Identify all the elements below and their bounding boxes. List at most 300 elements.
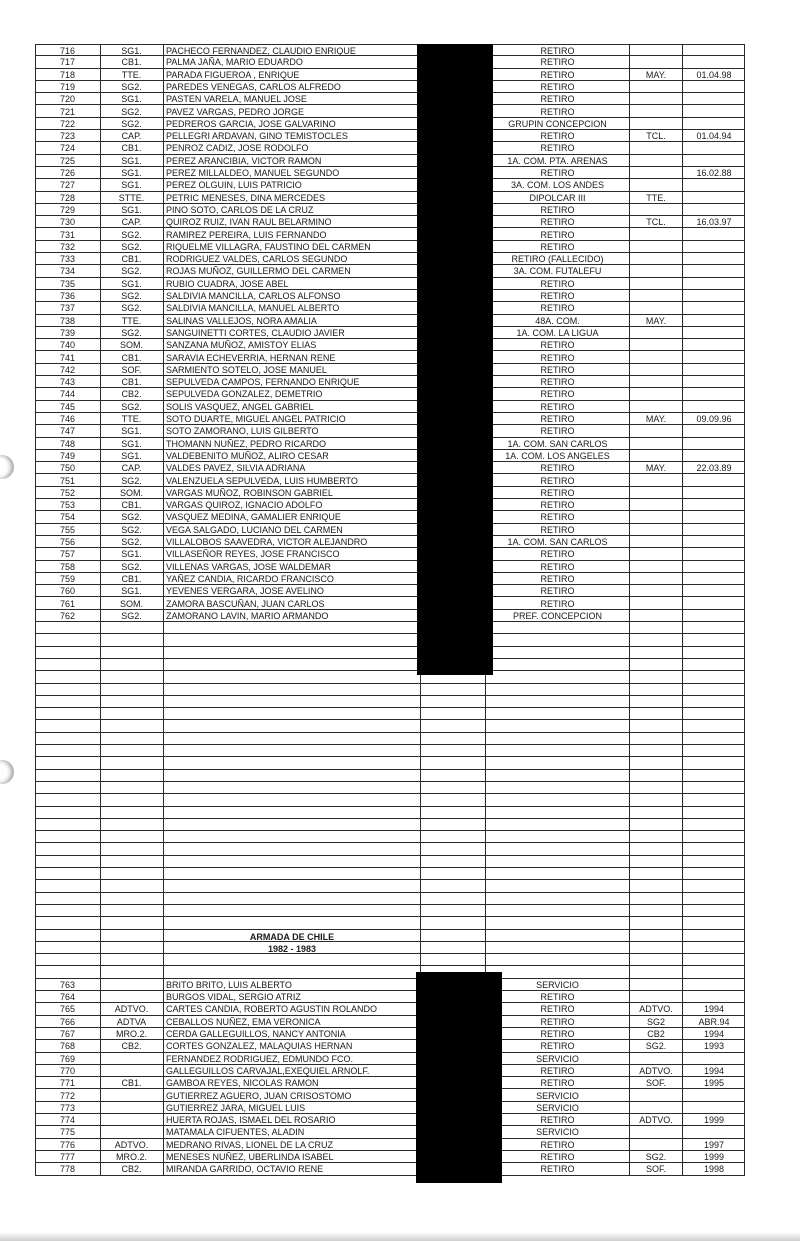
full-name-cell: RIQUELME VILLAGRA, FAUSTINO DEL CARMEN xyxy=(166,241,371,252)
entry-number-cell: 716 xyxy=(59,46,76,56)
entry-number-cell: 762 xyxy=(59,610,76,621)
table-row xyxy=(35,1163,745,1175)
entry-number-cell: 728 xyxy=(59,192,76,203)
rank-cell: CB1. xyxy=(121,573,142,584)
date-cell xyxy=(683,388,745,399)
rank-cell: SG2. xyxy=(121,106,142,117)
rank-cell: SOM. xyxy=(119,487,143,498)
rank-cell: SG1. xyxy=(121,450,142,461)
grade-cell xyxy=(630,167,682,178)
destination-cell: RETIRO xyxy=(540,217,575,228)
table-row xyxy=(35,265,745,277)
grade-cell: SG2. xyxy=(645,1041,667,1052)
table-row xyxy=(35,376,745,388)
full-name-cell: SARAVIA ECHEVERRIA, HERNAN RENE xyxy=(166,352,336,363)
table-row xyxy=(35,450,745,462)
full-name-cell: SARMIENTO SOTELO, JOSE MANUEL xyxy=(166,364,327,375)
rank-cell: SG1. xyxy=(121,94,142,105)
table-row xyxy=(35,659,745,671)
entry-number-cell: 721 xyxy=(59,106,76,117)
destination-cell: RETIRO xyxy=(540,1164,575,1175)
table-row xyxy=(35,425,745,437)
grade-cell xyxy=(630,1090,682,1101)
entry-number-cell: 757 xyxy=(59,549,76,560)
table-row xyxy=(35,844,745,856)
grade-cell xyxy=(630,155,682,166)
full-name-cell: YAÑEZ CANDIA, RICARDO FRANCISCO xyxy=(166,573,334,584)
full-name-cell: ZAMORA BASCUÑAN, JUAN CARLOS xyxy=(166,598,325,609)
destination-cell: RETIRO xyxy=(540,1078,575,1089)
entry-number-cell: 754 xyxy=(59,512,76,523)
rank-cell: SG2. xyxy=(121,512,142,523)
rank-cell: CB2. xyxy=(121,1041,142,1052)
entry-number-cell: 742 xyxy=(59,364,76,375)
table-row xyxy=(35,954,745,966)
destination-cell: RETIRO xyxy=(540,1016,575,1027)
date-cell xyxy=(683,573,745,584)
destination-cell: SERVICIO xyxy=(536,1127,579,1138)
table-row xyxy=(35,462,745,474)
table-row xyxy=(35,794,745,806)
rank-cell xyxy=(100,1114,163,1125)
full-name-cell: VALDES PAVEZ, SILVIA ADRIANA xyxy=(166,463,306,474)
table-row xyxy=(35,229,745,241)
table-row xyxy=(35,69,745,81)
redaction-bar xyxy=(416,972,502,1183)
full-name-cell: PINO SOTO, CARLOS DE LA CRUZ xyxy=(166,204,314,215)
table-row xyxy=(35,1139,745,1151)
rank-cell: SG1. xyxy=(121,438,142,449)
table-row xyxy=(35,696,745,708)
date-cell xyxy=(683,1090,745,1101)
date-cell xyxy=(683,979,745,990)
table-row xyxy=(35,536,745,548)
destination-cell: RETIRO xyxy=(540,598,575,609)
rank-cell: SG1. xyxy=(121,278,142,289)
full-name-cell: FERNANDEZ RODRIGUEZ, EDMUNDO FCO. xyxy=(166,1053,354,1064)
table-row xyxy=(35,622,745,634)
table-row xyxy=(35,142,745,154)
section-title: ARMADA DE CHILE xyxy=(249,931,335,942)
rank-cell: ADTVO. xyxy=(114,1004,149,1015)
rank-cell: STTE. xyxy=(118,192,145,203)
grade-cell: MAY. xyxy=(645,315,667,326)
table-row xyxy=(35,192,745,204)
full-name-cell: CERDA GALLEGUILLOS, NANCY ANTONIA xyxy=(166,1029,346,1039)
table-row xyxy=(35,401,745,413)
table-row xyxy=(35,118,745,130)
date-cell xyxy=(683,290,745,301)
table-row xyxy=(35,93,745,105)
entry-number-cell: 763 xyxy=(59,979,76,990)
entry-number-cell: 749 xyxy=(59,450,76,461)
full-name-cell: MENESES NUÑEZ, UBERLINDA ISABEL xyxy=(166,1152,334,1162)
date-cell xyxy=(683,265,745,276)
table-row xyxy=(35,721,745,733)
full-name-cell: ROJAS MUÑOZ, GUILLERMO DEL CARMEN xyxy=(166,266,351,277)
column-rule xyxy=(629,44,630,1176)
full-name-cell: RAMIREZ PEREIRA, LUIS FERNANDO xyxy=(166,229,327,240)
destination-cell: 3A. COM. FUTALEFU xyxy=(513,266,602,277)
full-name-cell: YEVENES VERGARA, JOSE AVELINO xyxy=(166,586,324,597)
grade-cell xyxy=(630,1126,682,1137)
entry-number-cell: 770 xyxy=(59,1065,76,1076)
rank-cell: SOF. xyxy=(121,364,142,375)
entry-number-cell: 739 xyxy=(59,327,76,338)
grade-cell: SOF. xyxy=(645,1164,666,1175)
table-row xyxy=(35,868,745,880)
grade-cell xyxy=(630,327,682,338)
grade-cell: ADTVO. xyxy=(639,1065,673,1076)
date-cell xyxy=(683,991,745,1002)
date-cell xyxy=(683,204,745,215)
table-row xyxy=(35,327,745,339)
destination-cell: RETIRO xyxy=(540,131,575,142)
full-name-cell: SANZANA MUÑOZ, AMISTOY ELIAS xyxy=(166,340,317,351)
grade-cell: MAY. xyxy=(645,69,667,80)
full-name-cell: SALDIVIA MANCILLA, CARLOS ALFONSO xyxy=(166,291,341,301)
grade-cell: MAY. xyxy=(645,463,667,474)
entry-number-cell: 722 xyxy=(59,118,76,129)
date-cell: 22.03.89 xyxy=(696,463,732,474)
date-cell: 01.04.98 xyxy=(696,69,732,80)
table-row xyxy=(35,856,745,868)
full-name-cell: GALLEGUILLOS CARVAJAL,EXEQUIEL ARNOLF. xyxy=(166,1065,370,1076)
table-row xyxy=(35,1126,745,1138)
entry-number-cell: 756 xyxy=(59,537,76,547)
destination-cell: RETIRO xyxy=(540,414,575,424)
table-row xyxy=(35,757,745,769)
full-name-cell: CORTES GONZALEZ, MALAQUIAS HERNAN xyxy=(166,1041,353,1052)
entry-number-cell: 773 xyxy=(59,1102,76,1113)
grade-cell xyxy=(630,573,682,584)
column-rule xyxy=(682,44,683,1176)
grade-cell: TCL. xyxy=(646,131,666,142)
rank-cell: SOM. xyxy=(119,340,143,351)
full-name-cell: PEREZ ARANCIBIA, VICTOR RAMON xyxy=(166,155,322,166)
destination-cell: 1A. COM. SAN CARLOS xyxy=(507,537,608,547)
full-name-cell: MATAMALA CIFUENTES, ALADIN xyxy=(166,1127,305,1138)
date-cell: 1997 xyxy=(703,1139,725,1150)
rank-cell: SG2. xyxy=(121,81,142,92)
rank-cell: CB1. xyxy=(121,352,142,363)
full-name-cell: BRITO BRITO, LUIS ALBERTO xyxy=(166,979,292,990)
destination-cell: RETIRO xyxy=(540,389,575,400)
table-row xyxy=(35,917,745,929)
grade-cell: SG2 xyxy=(646,1016,665,1027)
rank-cell: SG1. xyxy=(121,168,142,178)
grade-cell xyxy=(630,56,682,67)
grade-cell xyxy=(630,265,682,276)
date-cell xyxy=(683,179,745,190)
table-row xyxy=(35,684,745,696)
destination-cell: RETIRO xyxy=(540,500,575,511)
destination-cell: RETIRO xyxy=(540,106,575,117)
destination-cell: RETIRO xyxy=(540,1029,575,1039)
date-cell xyxy=(683,93,745,104)
full-name-cell: MIRANDA GARRIDO, OCTAVIO RENE xyxy=(166,1164,324,1175)
entry-number-cell: 746 xyxy=(59,414,76,424)
grade-cell xyxy=(630,352,682,363)
full-name-cell: VILLALOBOS SAAVEDRA, VICTOR ALEJANDRO xyxy=(166,537,368,547)
rank-cell: TTE. xyxy=(121,315,142,326)
full-name-cell: QUIROZ RUIZ, IVAN RAUL BELARMINO xyxy=(166,217,332,228)
rank-cell: SG1. xyxy=(121,586,142,597)
rank-cell xyxy=(100,1065,163,1076)
grade-cell xyxy=(630,438,682,449)
table-row xyxy=(35,770,745,782)
full-name-cell: CARTES CANDIA, ROBERTO AGUSTIN ROLANDO xyxy=(166,1004,378,1015)
rank-cell xyxy=(100,991,163,1002)
date-cell xyxy=(683,81,745,92)
rank-cell: SG2. xyxy=(121,561,142,572)
grade-cell xyxy=(630,536,682,547)
destination-cell: RETIRO xyxy=(540,81,575,92)
rank-cell: SG2. xyxy=(121,327,142,338)
destination-cell: SERVICIO xyxy=(536,1102,579,1113)
table-row xyxy=(35,1090,745,1102)
destination-cell: RETIRO xyxy=(540,549,575,560)
date-cell xyxy=(683,561,745,572)
rank-cell: SG2. xyxy=(121,475,142,486)
entry-number-cell: 758 xyxy=(59,561,76,572)
rank-cell: CAP. xyxy=(121,463,142,474)
entry-number-cell: 753 xyxy=(59,500,76,511)
rank-cell xyxy=(100,1053,163,1064)
destination-cell: PREF. CONCEPCION xyxy=(512,610,602,621)
rank-cell: SG2. xyxy=(121,291,142,301)
table-row xyxy=(35,487,745,499)
rank-cell: SOM. xyxy=(119,598,143,609)
full-name-cell: PAVEZ VARGAS, PEDRO JORGE xyxy=(166,106,305,117)
entry-number-cell: 750 xyxy=(59,463,76,474)
rank-cell: SG2. xyxy=(121,229,142,240)
grade-cell: TCL. xyxy=(646,217,666,228)
full-name-cell: GUTIERREZ AGUERO, JUAN CRISOSTOMO xyxy=(166,1090,352,1101)
grade-cell xyxy=(630,204,682,215)
table-row xyxy=(35,524,745,536)
grade-cell xyxy=(630,229,682,240)
date-cell xyxy=(683,302,745,313)
binder-hole-lower xyxy=(0,760,14,784)
grade-cell xyxy=(630,499,682,510)
grade-cell: ADTVO. xyxy=(639,1115,673,1126)
entry-number-cell: 729 xyxy=(59,204,76,215)
entry-number-cell: 778 xyxy=(59,1164,76,1175)
entry-number-cell: 725 xyxy=(59,155,76,166)
grade-cell xyxy=(630,339,682,350)
date-cell xyxy=(683,315,745,326)
grade-cell xyxy=(630,475,682,486)
rank-cell: CB1. xyxy=(121,57,142,68)
full-name-cell: SOLIS VASQUEZ, ANGEL GABRIEL xyxy=(166,401,314,412)
rank-cell xyxy=(100,1126,163,1137)
entry-number-cell: 755 xyxy=(59,524,76,535)
table-row xyxy=(35,413,745,425)
rank-cell: CB2. xyxy=(121,1164,142,1175)
column-rule xyxy=(744,44,745,1176)
destination-cell: RETIRO xyxy=(540,475,575,486)
table-row xyxy=(35,499,745,511)
grade-cell xyxy=(630,179,682,190)
full-name-cell: PEREZ OLGUIN, LUIS PATRICIO xyxy=(166,180,302,191)
destination-cell: RETIRO xyxy=(540,1065,575,1076)
rank-cell: MRO.2. xyxy=(115,1152,147,1162)
destination-cell: RETIRO xyxy=(540,561,575,572)
rank-cell: SG2. xyxy=(121,610,142,621)
date-cell xyxy=(683,278,745,289)
entry-number-cell: 777 xyxy=(59,1152,76,1162)
entry-number-cell: 734 xyxy=(59,266,76,277)
rank-cell: SG2. xyxy=(121,303,142,314)
date-cell xyxy=(683,118,745,129)
rank-cell xyxy=(100,1090,163,1101)
rank-cell: SG1. xyxy=(121,549,142,560)
grade-cell: SG2. xyxy=(645,1152,667,1162)
full-name-cell: SALINAS VALLEJOS, NORA AMALIA xyxy=(166,315,317,326)
rank-cell: CB1. xyxy=(121,377,142,388)
destination-cell: RETIRO xyxy=(540,57,575,68)
full-name-cell: BURGOS VIDAL, SERGIO ATRIZ xyxy=(166,992,301,1003)
destination-cell: RETIRO xyxy=(540,512,575,523)
table-row xyxy=(35,475,745,487)
rank-cell: SG2. xyxy=(121,266,142,277)
full-name-cell: VASQUEZ MEDINA, GAMALIER ENRIQUE xyxy=(166,512,341,523)
scan-edge-shadow xyxy=(0,1232,800,1241)
rank-cell xyxy=(100,979,163,990)
full-name-cell: VALDEBENITO MUÑOZ, ALIRO CESAR xyxy=(166,450,329,461)
entry-number-cell: 719 xyxy=(59,81,76,92)
table-row xyxy=(35,241,745,253)
destination-cell: 3A. COM. LOS ANDES xyxy=(510,180,605,191)
destination-cell: RETIRO xyxy=(540,487,575,498)
entry-number-cell: 748 xyxy=(59,438,76,449)
entry-number-cell: 733 xyxy=(59,254,76,265)
table-row xyxy=(35,598,745,610)
grade-cell xyxy=(630,487,682,498)
table-row xyxy=(35,438,745,450)
grade-cell xyxy=(630,376,682,387)
entry-number-cell: 731 xyxy=(59,229,76,240)
full-name-cell: PEDREROS GARCIA, JOSE GALVARINO xyxy=(166,118,336,129)
rank-cell: CB2. xyxy=(121,389,142,400)
redaction-bar xyxy=(417,44,493,675)
rank-cell: SG1. xyxy=(121,426,142,437)
entry-number-cell: 765 xyxy=(59,1004,76,1015)
date-cell: 1994 xyxy=(703,1004,725,1015)
entry-number-cell: 766 xyxy=(59,1016,76,1027)
entry-number-cell: 745 xyxy=(59,401,76,412)
destination-cell: RETIRO xyxy=(540,401,575,412)
destination-cell: 1A. COM. SAN CARLOS xyxy=(507,438,608,449)
full-name-cell: VILLENAS VARGAS, JOSE WALDEMAR xyxy=(166,561,332,572)
grade-cell xyxy=(630,524,682,535)
entry-number-cell: 737 xyxy=(59,303,76,314)
full-name-cell: PELLEGRI ARDAVAN, GINO TEMISTOCLES xyxy=(166,131,348,142)
date-cell xyxy=(683,610,745,621)
destination-cell: RETIRO xyxy=(540,524,575,535)
entry-number-cell: 723 xyxy=(59,131,76,142)
rank-cell: CB1. xyxy=(121,500,142,511)
table-row xyxy=(35,671,745,683)
section-years: 1982 - 1983 xyxy=(267,943,317,954)
table-row xyxy=(35,167,745,179)
full-name-cell: GUTIERREZ JARA, MIGUEL LUIS xyxy=(166,1102,306,1113)
rank-cell: CAP. xyxy=(121,217,142,228)
date-cell xyxy=(683,192,745,203)
grade-cell xyxy=(630,991,682,1002)
entry-number-cell: 774 xyxy=(59,1115,76,1126)
full-name-cell: CEBALLOS NUÑEZ, EMA VERONICA xyxy=(166,1016,321,1027)
grade-cell xyxy=(630,450,682,461)
table-row xyxy=(35,782,745,794)
table-row xyxy=(35,204,745,216)
table-row xyxy=(35,979,745,991)
table-row xyxy=(35,807,745,819)
grade-cell xyxy=(630,81,682,92)
table-row xyxy=(35,1114,745,1126)
full-name-cell: HUERTA ROJAS, ISMAEL DEL ROSARIO xyxy=(166,1115,336,1126)
date-cell xyxy=(683,499,745,510)
full-name-cell: VEGA SALGADO, LUCIANO DEL CARMEN xyxy=(166,524,343,535)
date-cell xyxy=(683,548,745,559)
grade-cell xyxy=(630,979,682,990)
table-row xyxy=(35,179,745,191)
destination-cell: RETIRO xyxy=(540,586,575,597)
destination-cell: RETIRO xyxy=(540,204,575,215)
destination-cell: SERVICIO xyxy=(536,979,579,990)
date-cell xyxy=(683,401,745,412)
binder-hole-upper xyxy=(0,455,14,479)
table-row xyxy=(35,905,745,917)
rank-cell: ADTVO. xyxy=(114,1139,149,1150)
grade-cell xyxy=(630,106,682,117)
grade-cell xyxy=(630,93,682,104)
destination-cell: RETIRO xyxy=(540,1152,575,1162)
grade-cell xyxy=(630,401,682,412)
rank-cell: CB1. xyxy=(121,254,142,265)
full-name-cell: PACHECO FERNANDEZ, CLAUDIO ENRIQUE xyxy=(166,46,356,56)
full-name-cell: VILLASEÑOR REYES, JOSE FRANCISCO xyxy=(166,549,340,560)
date-cell xyxy=(683,339,745,350)
table-row xyxy=(35,1003,745,1015)
grade-cell xyxy=(630,598,682,609)
date-cell xyxy=(683,425,745,436)
full-name-cell: RUBIO CUADRA, JOSE ABEL xyxy=(166,278,289,289)
destination-cell: RETIRO xyxy=(540,46,575,56)
grade-cell xyxy=(630,278,682,289)
destination-cell: RETIRO xyxy=(540,463,575,474)
rank-cell: TTE. xyxy=(121,414,142,424)
date-cell xyxy=(683,438,745,449)
destination-cell: RETIRO xyxy=(540,352,575,363)
entry-number-cell: 717 xyxy=(59,57,76,68)
entry-number-cell: 759 xyxy=(59,573,76,584)
destination-cell: RETIRO xyxy=(540,94,575,105)
grade-cell xyxy=(630,1053,682,1064)
table-row xyxy=(35,302,745,314)
full-name-cell: PETRIC MENESES, DINA MERCEDES xyxy=(166,192,326,203)
rank-cell: SG1. xyxy=(121,46,142,56)
grade-cell xyxy=(630,364,682,375)
destination-cell: RETIRO xyxy=(540,143,575,154)
entry-number-cell: 760 xyxy=(59,586,76,597)
destination-cell: 48A. COM. xyxy=(535,315,580,326)
full-name-cell: PASTEN VARELA, MANUEL JOSE xyxy=(166,94,307,105)
date-cell xyxy=(683,475,745,486)
table-row xyxy=(35,511,745,523)
date-cell xyxy=(683,327,745,338)
